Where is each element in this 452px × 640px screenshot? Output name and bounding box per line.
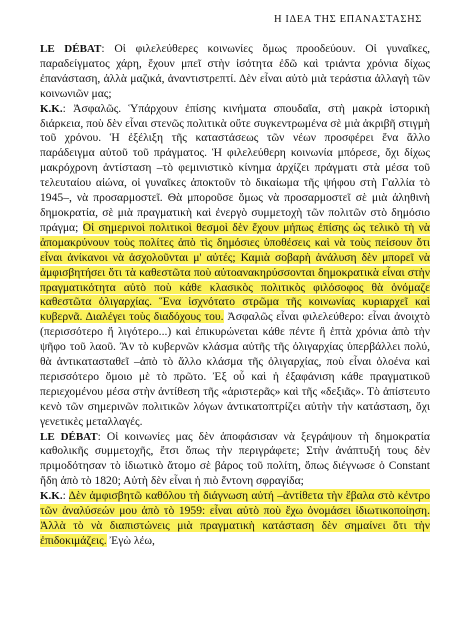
speaker-label: LE DÉBAT	[40, 430, 98, 443]
speaker-label: LE DÉBAT	[40, 43, 102, 55]
paragraph-text: :	[62, 489, 69, 503]
paragraph-text: Ἀσφαλῶς εἶναι φιλελεύθερο: εἶναι ἀνοιχτὸ (περισσότερο ἤ λιγότερο...) καὶ ἐπικυρώνεται κάθε πέντε ἢ ἑπτὰ χρόνια ἀπὸ τὴν ψῆφο τοῦ λαοῦ. Ἂν τὸ κυβερνῶν κλάσμα αὐτῆς τῆς ὀλιγαρχίας ὑπερβάλλει πολύ, θὰ ἀντικατασταθεῖ –ἀπὸ τὸ ἄλλο κλάσμα τῆς ὀλιγαρχίας, ποὺ εἶναι ὁλοένα καὶ περισσότερο ὅμοιο μὲ τὸ πρῶτο. Ἐξ οὗ καὶ ἡ ἐξαφάνιση κάθε πραγματικοῦ περιεχομένου μέσα στὴν ἀντίθεση τῆς «ἀριστερᾶς» καὶ τῆς «δεξιᾶς». Τὸ ἀπίστευτο κενὸ τῶν σημερινῶν πολιτικῶν λόγων ἀντικατοπτρίζει αὐτὴν τὴν κατάσταση, ὅχι γενετικὲς μεταλλαγές.	[40, 310, 430, 428]
paragraph	[40, 489, 430, 549]
paragraph-text: Ἐγὼ λέω,	[106, 533, 155, 547]
paragraph-text: : Οἱ φιλελεύθερες κοινωνίες ὅμως προοδεύουν. Οἱ γυναῖκες, παραδείγματος χάρη, ἔχουν μπεῖ στὴν ἰσότητα ἐδῶ καὶ τριάντα χρόνια δίχως ἐπανάσταση, ἀλλὰ μαζικά, ἀναντιστρεπτί. Δὲν εἶναι αὐτὸ μιὰ τεράστια ἀλλαγὴ τῶν κοινωνιῶν μας;	[40, 42, 430, 100]
highlighted-text: Οἱ σημερινοὶ πολιτικοὶ θεσμοὶ δὲν ἔχουν μήπως ἐπίσης ὡς τελικὸ τὴ νὰ ἀπομακρύνουν τοὺς πολίτες ἀπὸ τὶς δημόσιες ὑποθέσεις καὶ νὰ τοὺς πείσουν ὅτι εἶναι ἀνίκανοι νὰ ἀσχολοῦνται μ' αὐτές; Καμιὰ σοβαρὴ ἀνάλυση δὲν μπορεῖ νὰ ἀμφισβητήσει ὅτι τὰ καθεστῶτα ποὺ αὐτοανακηρύσσονται δημοκρατικὰ εἶναι στὴν πραγματικότητα αὐτὸ ποὺ κάθε κλασικὸς πολιτικὸς φιλόσοφος θὰ ὀνόμαζε καθεστῶτα ὀλιγαρχίας. Ἕνα ἰσχνότατο στρῶμα τῆς κοινωνίας κυριαρχεῖ καὶ κυβερνᾶ. Διαλέγει τοὺς διαδόχους του.	[40, 220, 430, 324]
running-header: Η ΙΔΕΑ ΤΗΣ ΕΠΑΝΑΣΤΑΣΗΣ	[273, 14, 422, 25]
body-text	[40, 42, 430, 549]
highlighted-text: Δὲν ἀμφισβητῶ καθόλου τὴ διάγνωση αὐτή –ἀντίθετα τὴν ἔβαλα στὸ κέντρο τῶν ἀναλύσεών μου ἀπὸ τὸ 1959: εἶναι αὐτὸ ποὺ ἔχω ὀνομάσει ἰδιωτικοποίηση. Ἀλλὰ τὸ νὰ διαπιστώνεις μιὰ πραγματικὴ κατάσταση δὲν σημαίνει ὅτι τὴν ἐπιδοκιμάζεις.	[40, 489, 430, 547]
speaker-label: Κ.Κ.	[40, 102, 63, 115]
paragraph-text: : Οἱ κοινωνίες μας δὲν ἀποφάσισαν νὰ ξεγράψουν τὴ δημοκρατία καθολικῆς συμμετοχῆς, ἔτσι ὅπως τὴν περιγράφετε; Στὴν ἀνάπτυξή τους δὲν πριμοδότησαν τὸ ἰδιωτικὸ ἄτομο σὲ βάρος τοῦ πολίτη, ὅπως διέγνωσε ὁ Constant ἤδη ἀπὸ τὸ 1820; Αὐτὴ δὲν εἶναι ἡ πιὸ ἔντονη σφραγίδα;	[40, 429, 430, 488]
paragraph-text: : Ἀσφαλῶς. Ὑπάρχουν ἐπίσης κινήματα σπουδαῖα, στὴ μακρὰ ἱστορικὴ διάρκεια, ποὺ δὲν εἶναι στενῶς πολιτικὰ οὔτε συγκεντρωμένα σὲ μιὰ ἀκριβῆ στιγμὴ τοῦ χρόνου. Ἡ ἐξέλιξη τῆς καταστάσεως τῶν νέων προσφέρει ἕνα ἄλλο παράδειγμα αὐτοῦ τοῦ πράγματος. Ἡ φιλελεύθερη κοινωνία μπόρεσε, ὄχι δίχως μακρόχρονη ἀντίσταση –τὸ φεμινιστικὸ κίνημα ἀρχίζει πράγματι στὰ μέσα τοῦ τελευταίου αἰώνα, οἱ γυναῖκες ἀποκτοῦν τὸ δικαίωμα τῆς ψήφου στὴ Γαλλία τὸ 1945–, νὰ προσαρμοστεῖ. Θὰ μποροῦσε ὅμως νὰ προσαρμοστεῖ σὲ μιὰ ἀληθινὴ δημοκρατία, σὲ μιὰ πραγματικὴ καὶ ἐνεργὸ συμμετοχὴ τῶν πολιτῶν στὸ δημόσιο πράγμα;	[40, 101, 430, 234]
paragraph	[40, 102, 430, 430]
paragraph	[40, 430, 430, 490]
speaker-label: Κ.Κ.	[40, 490, 63, 503]
paragraph	[40, 42, 430, 102]
